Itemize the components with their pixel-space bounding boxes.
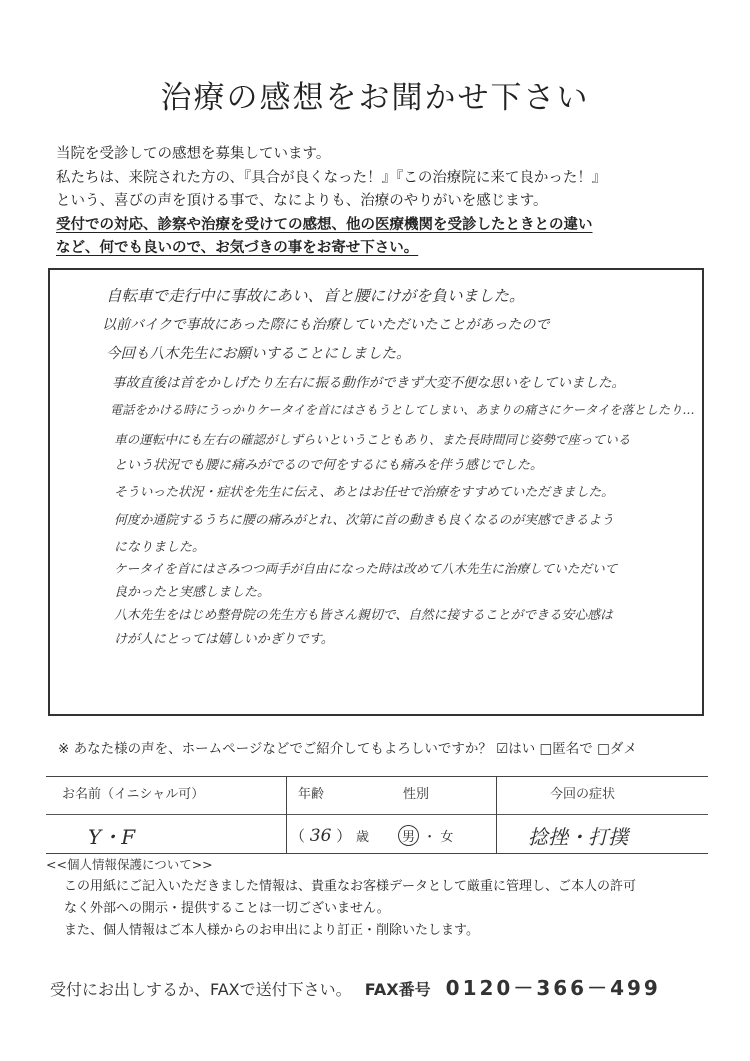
testimonial-line: 今回も八木先生にお願いすることにしました。 <box>106 346 411 362</box>
testimonial-line: になりました。 <box>114 540 206 555</box>
gender-male-circled: 男 <box>398 825 419 846</box>
gender-separator: ・ <box>423 830 437 845</box>
fax-number: 0120－366－499 <box>445 976 661 1000</box>
testimonial-line: 電話をかける時にうっかりケータイを首にはさもうとしてしまい、あまりの痛さにケータイを落としたり… <box>110 403 695 417</box>
name-header: お名前（イニシャル可） <box>62 787 205 802</box>
patient-info-table <box>46 776 708 854</box>
age-close-paren: ） <box>336 827 352 845</box>
intro-line-2: 私たちは、来院された方の、『具合が良くなった！』『この治療院に来て良かった！』 <box>56 169 607 186</box>
age-header: 年齢 <box>298 787 325 802</box>
name-value: Y・F <box>88 825 136 849</box>
intro-line-4: 受付での対応、診察や治療を受けての感想、他の医療機関を受診したときとの違い <box>56 216 593 233</box>
privacy-line-3: また、個人情報はご本人様からのお申出により訂正・削除いたします。 <box>64 923 479 938</box>
privacy-line-2: なく外部への開示・提供することは一切ございません。 <box>64 901 390 916</box>
symptom-header: 今回の症状 <box>550 787 616 802</box>
gender-field <box>398 825 453 846</box>
testimonial-box <box>48 268 704 716</box>
testimonial-line: 事故直後は首をかしげたり左右に振る動作ができず大変不便な思いをしていました。 <box>112 375 625 391</box>
footer-text: 受付にお出しするか、FAXで送付下さい。 <box>50 980 352 999</box>
fax-label: FAX番号 <box>364 980 431 999</box>
footer-instructions <box>50 972 661 1001</box>
privacy-text <box>64 876 724 942</box>
testimonial-line: 車の運転中にも左右の確認がしずらいということもあり、また長時間同じ姿勢で座っている <box>114 432 631 447</box>
age-unit: 歳 <box>356 830 370 845</box>
testimonial-line: 八木先生をはじめ整骨院の先生方も皆さん親切で、自然に接することができる安心感は <box>114 608 613 623</box>
age-value: 36 <box>309 826 332 846</box>
intro-line-5: など、何でも良いので、お気づきの事をお寄せ下さい。 <box>56 240 419 256</box>
symptom-value: 捻挫・打撲 <box>528 825 628 849</box>
age-field <box>290 825 369 846</box>
intro-line-3: という、喜びの声を頂ける事で、なによりも、治療のやりがいを感じます。 <box>56 193 548 209</box>
testimonial-line: そういった状況・症状を先生に伝え、あとはお任せで治療をすすめていただきました。 <box>114 485 614 500</box>
gender-female: 女 <box>440 830 454 845</box>
table-divider <box>286 777 287 853</box>
consent-notice: ※ あなた様の声を、ホームページなどでご紹介してもよろしいですか？ ☑はい □匿名で □ダメ <box>58 741 637 757</box>
testimonial-line: 以前バイクで事故にあった際にも治療していただいたことがあったので <box>102 317 550 333</box>
privacy-line-1: この用紙にご記入いただきました情報は、貴重なお客様データとして厳重に管理し、ご本人の許可 <box>64 879 637 894</box>
testimonial-line: という状況でも腰に痛みがでるので何をするにも痛みを伴う感じでした。 <box>114 458 544 473</box>
privacy-heading: <<個人情報保護について>> <box>46 857 213 872</box>
testimonial-line: 何度か通院するうちに腰の痛みがとれ、次第に首の動きも良くなるのが実感できるよう <box>114 513 614 528</box>
age-open-paren: （ <box>290 827 306 845</box>
gender-header: 性別 <box>403 787 430 802</box>
intro-text <box>56 143 716 261</box>
testimonial-line: 良かったと実感しました。 <box>114 585 271 600</box>
page-title: 治療の感想をお聞かせ下さい <box>160 80 590 116</box>
testimonial-line: 自転車で走行中に事故にあい、首と腰にけがを負いました。 <box>106 287 525 305</box>
testimonial-line: けが人にとっては嬉しいかぎりです。 <box>114 632 334 647</box>
table-divider <box>496 777 497 853</box>
testimonial-line: ケータイを首にはさみつつ両手が自由になった時は改めて八木先生に治療していただいて <box>114 561 618 576</box>
intro-line-1: 当院を受診しての感想を募集しています。 <box>56 146 331 162</box>
